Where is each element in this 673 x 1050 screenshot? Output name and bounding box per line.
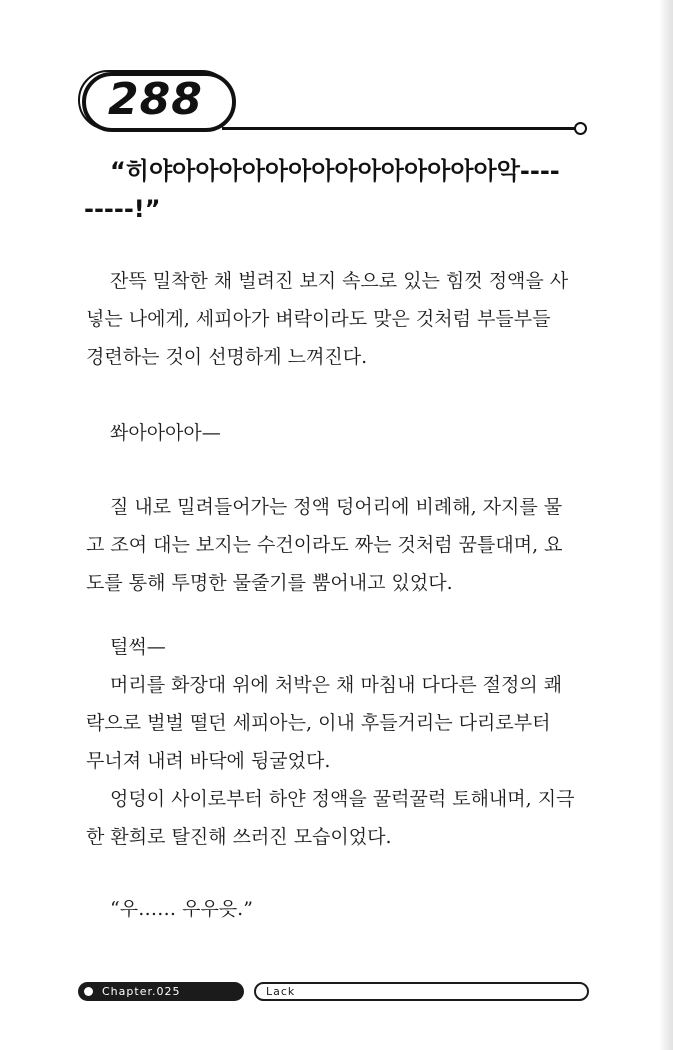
paragraph-4 xyxy=(86,628,586,856)
text-line: “우…… 우우읏.” xyxy=(110,898,253,920)
page-edge-shadow xyxy=(659,0,673,1050)
text-line: 질 내로 밀려들어가는 정액 덩어리에 비례해, 자지를 물 xyxy=(110,496,563,518)
text-line: 엉덩이 사이로부터 하얀 정액을 꿀럭꿀럭 토해내며, 지극 xyxy=(110,788,575,810)
shout-text xyxy=(84,152,590,228)
text-line: 잔뜩 밀착한 채 벌려진 보지 속으로 있는 힘껏 정액을 사 xyxy=(110,270,569,292)
paragraph-2 xyxy=(86,414,586,452)
text-line: 경련하는 것이 선명하게 느껴진다. xyxy=(86,346,368,368)
paragraph-1 xyxy=(86,262,586,376)
text-line: 머리를 화장대 위에 처박은 채 마침내 다다른 절정의 쾌 xyxy=(110,674,563,696)
footer-chapter-label: Chapter.025 xyxy=(102,985,181,998)
text-line: 고 조여 대는 보지는 수건이라도 짜는 것처럼 꿈틀대며, 요 xyxy=(86,534,563,556)
page-number: 288 xyxy=(108,74,203,125)
text-line: 넣는 나에게, 세피아가 벼락이라도 맞은 것처럼 부들부들 xyxy=(86,308,551,330)
text-line: 무너져 내려 바닥에 뒹굴었다. xyxy=(86,750,331,772)
text-line: 한 환희로 탈진해 쓰러진 모습이었다. xyxy=(86,826,392,848)
text-line: 락으로 벌벌 떨던 세피아는, 이내 후들거리는 다리로부터 xyxy=(86,712,551,734)
text-line: 도를 통해 투명한 물줄기를 뿜어내고 있었다. xyxy=(86,572,453,594)
shout-line-2: -----!” xyxy=(84,195,161,223)
header-rule xyxy=(222,127,577,130)
paragraph-3 xyxy=(86,488,586,602)
text-line: 쏴아아아아— xyxy=(110,422,221,444)
text-line: 털썩— xyxy=(110,636,166,658)
shout-line-1: “히야아아아아아아아아아아아아아아악---- xyxy=(110,157,560,185)
footer-bullet-icon xyxy=(84,987,93,996)
paragraph-5 xyxy=(86,890,586,928)
header-rule-end-circle xyxy=(574,122,587,135)
footer-title-pill xyxy=(254,982,589,1001)
footer-title-label: Lack xyxy=(266,985,296,998)
